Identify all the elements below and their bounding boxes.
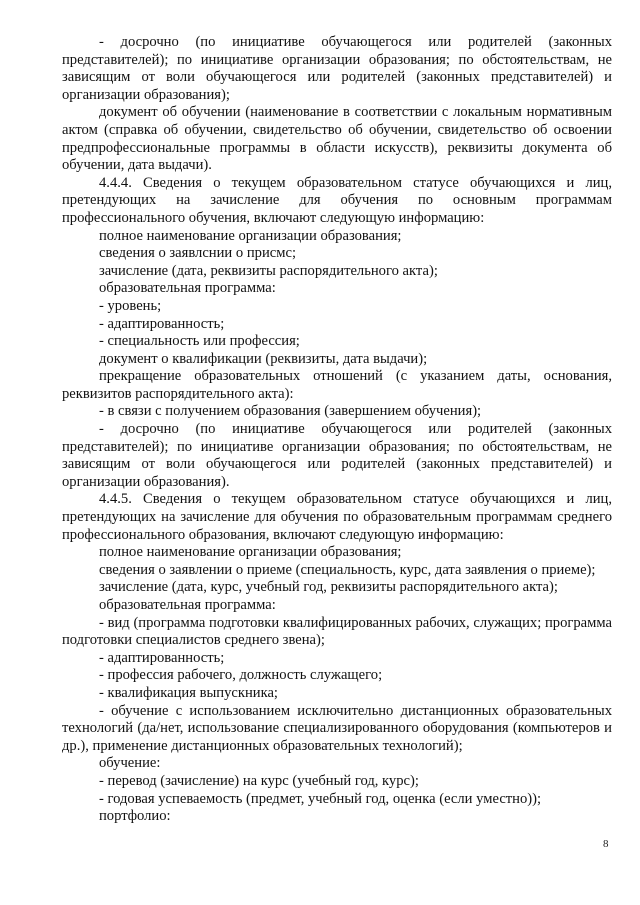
list-item: - уровень; xyxy=(99,297,162,314)
paragraph: обучение: xyxy=(99,755,161,772)
list-item: - обучение с использованием исключительно дистанционных образовательных технологий (да/нет, использование специализированного оборудования (компьютеров и др.), применение дистанционных образовательных технологий); xyxy=(62,702,612,754)
list-item: - профессия рабочего, должность служащего; xyxy=(99,667,383,684)
paragraph: образовательная программа: xyxy=(99,280,276,297)
paragraph: сведения о заявлении о приеме (специальность, курс, дата заявления о приеме); xyxy=(99,561,596,578)
document-body xyxy=(62,34,612,826)
paragraph: сведения о заявлснии о присмс; xyxy=(99,245,296,262)
section-4-4-4-heading: 4.4.4. Сведения о текущем образовательном статусе обучающихся и лиц, претендующих на зачисление для обучения по основным программам профессионального обучения, включают следующую информацию: xyxy=(62,174,612,226)
paragraph: образовательная программа: xyxy=(99,597,276,613)
list-item: - перевод (зачисление) на курс (учебный год, курс); xyxy=(99,772,419,789)
list-item: - вид (программа подготовки квалифицированных рабочих, служащих; программа подготовки специалистов среднего звена); xyxy=(62,614,612,649)
paragraph: - досрочно (по инициативе обучающегося или родителей (законных представителей); по инициативе организации образования; по обстоятельствам, не зависящим от воли обучающегося или родителей (законных представителей) и организации образования); xyxy=(62,34,612,103)
list-item: - квалификация выпускника; xyxy=(99,684,278,701)
list-item: - специальность или профессия; xyxy=(99,333,300,350)
list-item: - в связи с получением образования (завершением обучения); xyxy=(99,403,482,420)
list-item: - годовая успеваемость (предмет, учебный год, оценка (если уместно)); xyxy=(99,790,542,807)
section-4-4-5-heading: 4.4.5. Сведения о текущем образовательном статусе обучающихся и лиц, претендующих на зачисление для обучения по образовательным программам среднего профессионального образования, включают следующую информацию: xyxy=(62,491,612,543)
paragraph: прекращение образовательных отношений (с указанием даты, основания, реквизитов распорядительного акта): xyxy=(62,368,612,402)
paragraph: полное наименование организации образования; xyxy=(99,227,402,244)
list-item: - досрочно (по инициативе обучающегося или родителей (законных представителей); по инициативе организации образования; по обстоятельствам, не зависящим от воли обучающегося или родителей (законных представителей) и организации образования). xyxy=(62,421,612,490)
list-item: - адаптированность; xyxy=(99,649,225,666)
list-item: - адаптированность; xyxy=(99,315,225,332)
paragraph: полное наименование организации образования; xyxy=(99,544,402,561)
paragraph: портфолио: xyxy=(99,808,171,825)
paragraph: зачисление (дата, реквизиты распорядительного акта); xyxy=(99,262,438,279)
page-number: 8 xyxy=(603,838,609,850)
paragraph: документ об обучении (наименование в соответствии с локальным нормативным актом (справка об обучении, свидетельство об обучении, свидетельство об освоении предпрофессиональные программы в области искусств), реквизиты документа об обучении, дата выдачи). xyxy=(62,104,612,174)
paragraph: зачисление (дата, курс, учебный год, реквизиты распорядительного акта); xyxy=(99,579,558,596)
paragraph: документ о квалификации (реквизиты, дата выдачи); xyxy=(99,350,428,367)
